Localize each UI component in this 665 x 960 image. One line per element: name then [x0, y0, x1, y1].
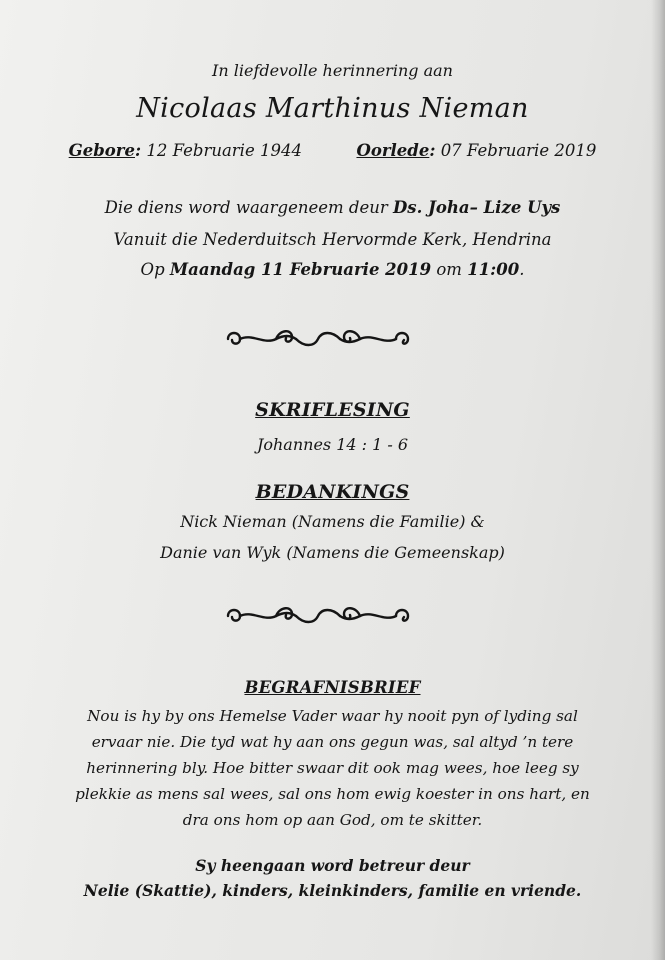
born-colon: : — [134, 141, 142, 160]
service-period: . — [519, 260, 525, 279]
service-officiant-line — [0, 197, 665, 219]
thanks-line: Danie van Wyk (Namens die Gemeenskap) — [160, 543, 505, 562]
letter-line: Nou is hy by ons Hemelse Vader waar hy nooit pyn of lyding sal — [87, 707, 578, 725]
thanks-heading: BEDANKINGS — [255, 481, 410, 503]
service-venue-line: Vanuit die Nederduitsch Hervormde Kerk, Hendrina — [113, 230, 552, 249]
reading-text: Johannes 14 : 1 - 6 — [256, 435, 409, 454]
service-time-prefix: om — [431, 260, 468, 279]
officiant-name: Ds. Joha– Lize Uys — [393, 198, 561, 217]
died-date: 07 Februarie 2019 — [440, 141, 597, 160]
mourners-intro: Sy heengaan word betreur deur — [195, 856, 470, 875]
letter-line: ervaar nie. Die tyd wat hy aan ons gegun was, sal altyd ’n tere — [91, 733, 574, 751]
service-officiant-prefix: Die diens word waargeneem deur — [104, 198, 393, 217]
service-date-prefix: Op — [140, 260, 170, 279]
service-time: 11:00 — [467, 260, 520, 279]
service-datetime-line — [0, 259, 665, 281]
thanks-line: Nick Nieman (Namens die Familie) & — [180, 512, 485, 531]
reading-heading: SKRIFLESING — [255, 399, 410, 421]
dates-line — [0, 140, 665, 162]
deceased-name: Nicolaas Marthinus Nieman — [136, 93, 529, 124]
letter-line: dra ons hom op aan God, om te skitter. — [182, 811, 483, 829]
scroll-flourish-divider-icon — [218, 325, 418, 353]
letter-line: herinnering bly. Hoe bitter swaar dit ook mag wees, hoe leeg sy — [86, 759, 579, 777]
scroll-flourish-divider-icon — [218, 602, 418, 630]
died-label: Oorlede — [356, 141, 430, 160]
intro-text: In liefdevolle herinnering aan — [212, 61, 453, 80]
died-colon: : — [429, 141, 436, 160]
born-label: Gebore — [68, 141, 135, 160]
letter-heading: BEGRAFNISBRIEF — [244, 678, 421, 697]
letter-body — [0, 703, 665, 833]
service-date: Maandag 11 Februarie 2019 — [169, 260, 432, 279]
mourners-list: Nelie (Skattie), kinders, kleinkinders, familie en vriende. — [83, 881, 582, 900]
born-date: 12 Februarie 1944 — [146, 141, 302, 160]
letter-line: plekkie as mens sal wees, sal ons hom ewig koester in ons hart, en — [75, 785, 590, 803]
